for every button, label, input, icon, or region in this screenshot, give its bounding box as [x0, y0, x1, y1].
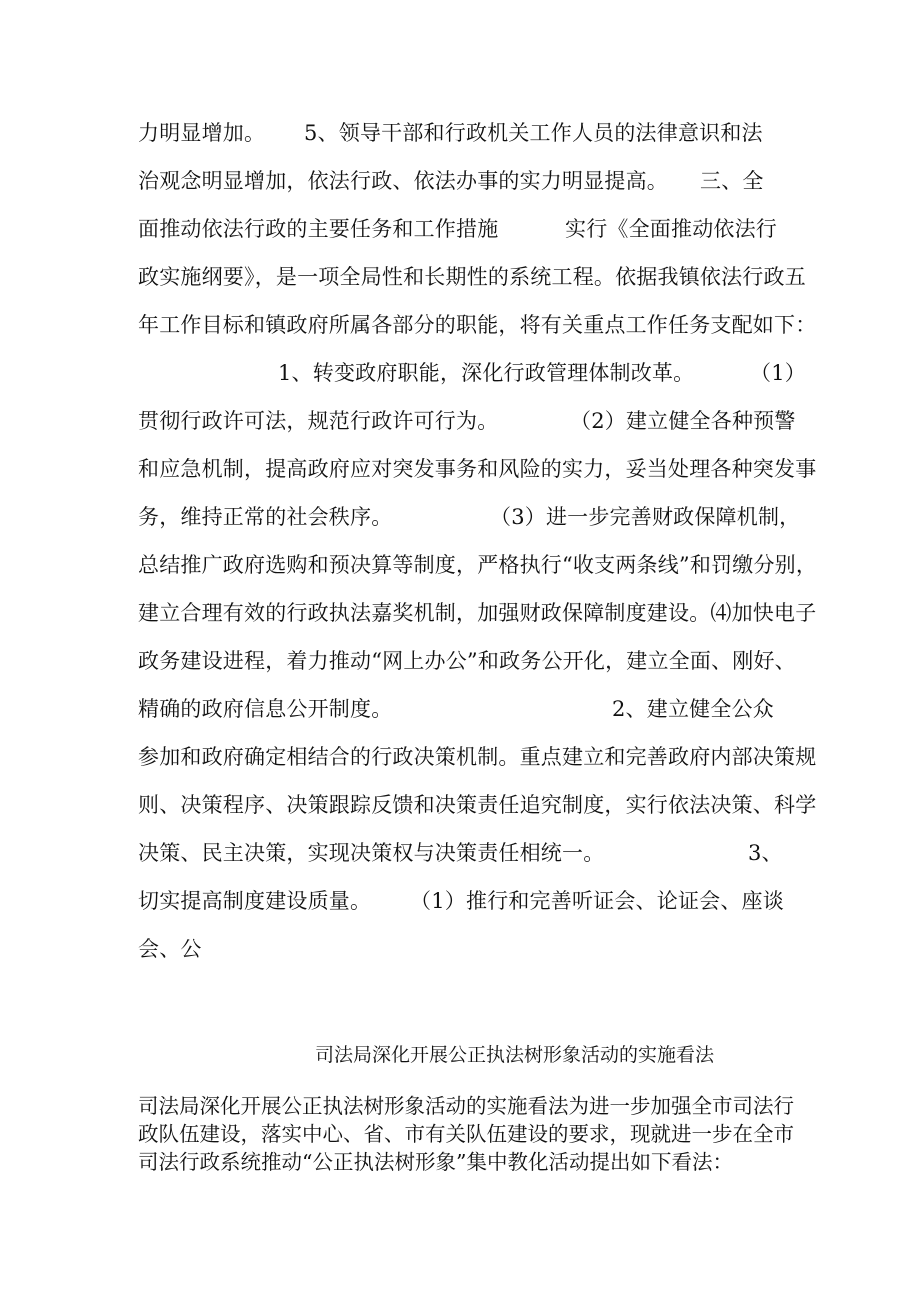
body-line-9: 务，维持正常的社会秩序。 （3）进一步完善财政保障机制， — [138, 501, 798, 533]
body-line-14: 参加和政府确定相结合的行政决策机制。重点建立和完善政府内部决策规 — [138, 745, 817, 769]
body-line-1-start: 力明显增加。 — [138, 121, 266, 145]
body-line-3 — [138, 213, 798, 245]
section-line-2: 政队伍建设，落实中心、省、市有关队伍建设的要求，现就进一步在全市 — [138, 1122, 794, 1146]
body-line-16: 决策、民主决策，实现决策权与决策责任相统一。 3、 — [138, 837, 798, 869]
body-line-12: 政务建设进程，着力推动“网上办公”和政务公开化，建立全面、刚好、 — [138, 649, 796, 673]
body-line-1 — [138, 117, 798, 149]
body-line-8: 和应急机制，提高政府应对突发事务和风险的实力，妥当处理各种突发事 — [138, 457, 817, 481]
body-line-18: 会、公 — [138, 937, 202, 961]
body-line-4: 政实施纲要》，是一项全局性和长期性的系统工程。依据我镇依法行政五 — [138, 265, 806, 289]
body-line-10: 总结推广政府选购和预决算等制度，严格执行“收支两条线”和罚缴分别， — [138, 553, 818, 577]
sub-item-3: （3）进一步完善财政保障机制， — [490, 505, 801, 529]
sub-item-marker-1: （1） — [750, 361, 806, 385]
item-heading-2: 2、建立健全公众 — [612, 697, 774, 721]
body-line-3-text: 实行《全面推动依法行 — [565, 217, 777, 241]
section-line-3: 司法行政系统推动“公正执法树形象”集中教化活动提出如下看法： — [138, 1150, 733, 1174]
section-title: 司法局深化开展公正执法树形象活动的实施看法 — [315, 1044, 715, 1066]
body-line-7: 贯彻行政许可法，规范行政许可行为。 （2）建立健全各种预警 — [138, 405, 798, 437]
body-line-1-item-5: 5、领导干部和行政机关工作人员的法律意识和法 — [304, 121, 763, 145]
item-heading-1: 1、转变政府职能，深化行政管理体制改革。 — [278, 361, 695, 385]
body-line-2-text: 治观念明显增加，依法行政、依法办事的实力明显提高。 — [138, 169, 668, 193]
sub-item-1-b: （1）推行和完善听证会、论证会、座谈 — [410, 889, 784, 913]
body-line-11: 建立合理有效的行政执法嘉奖机制，加强财政保障制度建设。⑷加快电子 — [138, 601, 817, 625]
sub-item-2: （2）建立健全各种预警 — [570, 409, 796, 433]
body-line-15: 则、决策程序、决策跟踪反馈和决策责任追究制度，实行依法决策、科学 — [138, 793, 817, 817]
body-line-2 — [138, 165, 798, 197]
item-heading-3: 3、 — [748, 841, 783, 865]
body-line-17: 切实提高制度建设质量。 （1）推行和完善听证会、论证会、座谈 — [138, 885, 798, 917]
body-line-3-heading: 面推动依法行政的主要任务和工作措施 — [138, 217, 499, 241]
body-line-6 — [138, 357, 806, 389]
section-heading-three: 三、全 — [700, 169, 764, 193]
section-line-1: 司法局深化开展公正执法树形象活动的实施看法为进一步加强全市司法行 — [138, 1094, 794, 1118]
body-line-13: 精确的政府信息公开制度。 2、建立健全公众 — [138, 693, 798, 725]
body-line-5: 年工作目标和镇政府所属各部分的职能，将有关重点工作任务支配如下： — [138, 313, 817, 337]
